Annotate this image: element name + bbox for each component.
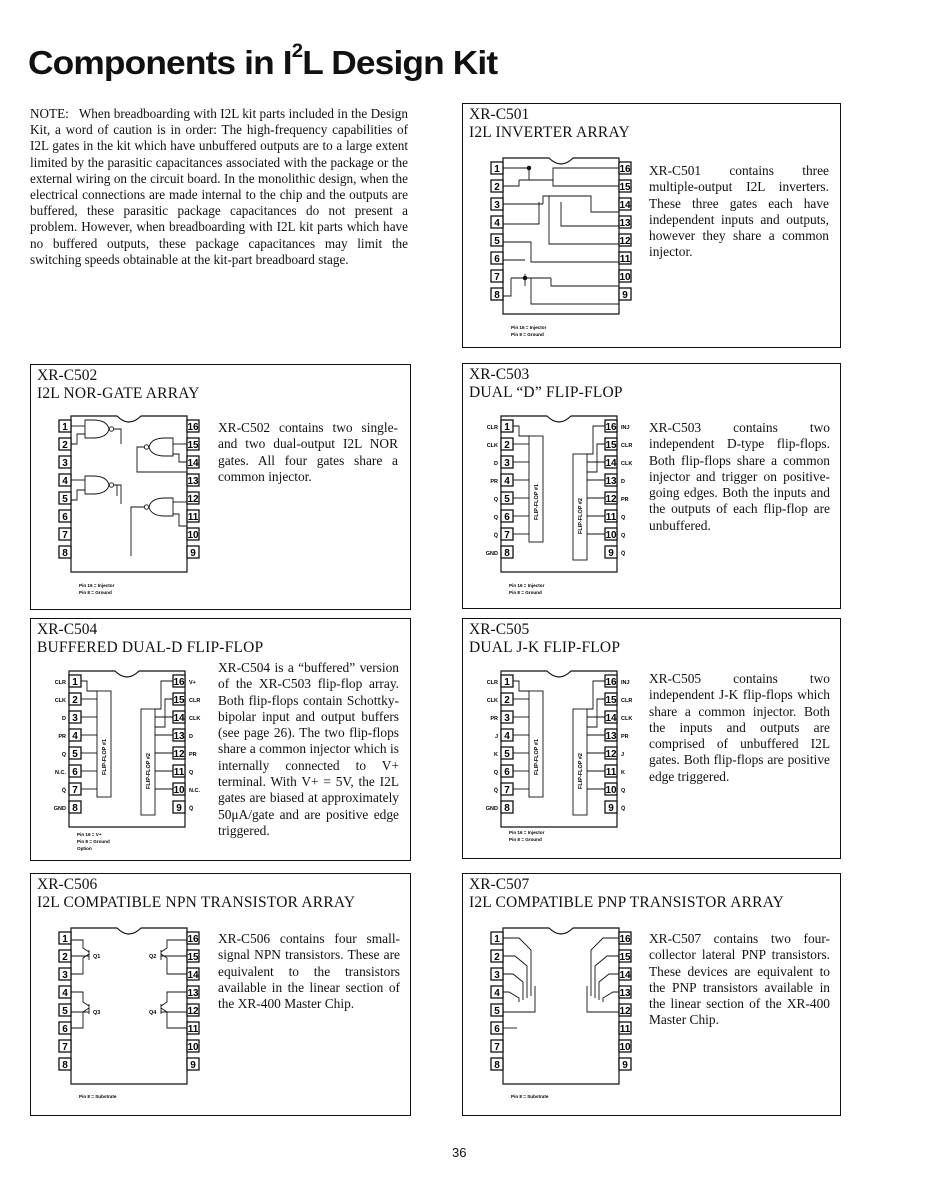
panel-xr-c504 xyxy=(30,618,411,861)
page-number: 36 xyxy=(452,1145,467,1160)
pin-number: 5 xyxy=(494,236,500,247)
pin-number: 10 xyxy=(173,785,185,796)
signal-label: K xyxy=(621,770,625,776)
footnote-1: Pin 8 = Substrate xyxy=(79,1094,117,1099)
footnote-1: Pin 16 = Injector xyxy=(509,583,545,588)
pin-number: 15 xyxy=(187,952,199,963)
footnote-1: Pin 16 = Injector xyxy=(509,830,545,835)
pin-number: 14 xyxy=(619,200,631,211)
signal-label: CLR xyxy=(54,680,66,686)
part-name: I2L INVERTER ARRAY xyxy=(469,124,630,141)
signal-label: D xyxy=(189,734,193,740)
pin-number: 6 xyxy=(62,512,68,523)
pin-number: 5 xyxy=(504,494,510,505)
pin-number: 5 xyxy=(62,494,68,505)
signal-label: CLK xyxy=(486,443,498,449)
pin-number: 2 xyxy=(62,440,68,451)
part-name: BUFFERED DUAL-D FLIP-FLOP xyxy=(37,639,264,656)
pin-number: 3 xyxy=(504,713,510,724)
signal-label: D xyxy=(62,716,66,722)
flip-flop-body xyxy=(54,671,201,827)
signal-label: CLK xyxy=(621,716,633,722)
signal-label: Q̅ xyxy=(621,806,626,812)
signal-label: Q xyxy=(493,515,498,521)
part-name: DUAL “D” FLIP-FLOP xyxy=(469,384,623,401)
pin-number: 4 xyxy=(494,218,500,229)
pin-number: 16 xyxy=(605,422,617,433)
pin-number: 6 xyxy=(62,1024,68,1035)
signal-label: CLR xyxy=(189,698,201,704)
pinout-diagram-c502 xyxy=(59,414,219,604)
footnote-2: Pin 8 = Ground xyxy=(79,590,112,595)
part-name: DUAL J-K FLIP-FLOP xyxy=(469,639,621,656)
pin-number: 7 xyxy=(494,1042,500,1053)
signal-label: INJ xyxy=(621,680,630,686)
signal-label: CLK xyxy=(621,461,633,467)
pin-number: 10 xyxy=(187,530,199,541)
signal-label: Q xyxy=(493,770,498,776)
signal-label: GND xyxy=(485,551,498,557)
footnote-1: Pin 16 = Injector xyxy=(79,583,115,588)
signal-label: CLR xyxy=(621,443,633,449)
note-text: When breadboarding with I2L kit parts included in the Design Kit, a word of caution is in order: The high-frequency capabilities of I2L gates in the kit which have unbuffered outputs are to a large extent limited by the parasitic capacitances associated with the package or the external wiring on the circuit board. In the monolithic design, when the electrical connections are made internal to the chip and the outputs are buffered, these parasitic package capacitances do not present a problem. However, when breadboarding with I2L kit parts which have no buffered outputs, these package capacitances may limit the switching speeds obtainable at the kit-part breadboard stage. xyxy=(30,106,408,267)
part-number: XR-C506 xyxy=(37,876,98,893)
chip-outline xyxy=(501,671,617,827)
transistor-label: Q1 xyxy=(93,954,101,960)
signal-label: PR xyxy=(621,734,629,740)
page-title: Components in $I^2L$ Design Kit xyxy=(28,41,498,81)
pin-number: 3 xyxy=(504,458,510,469)
chip-outline xyxy=(501,416,617,572)
signal-label: CLK xyxy=(189,716,201,722)
chip-outline xyxy=(69,671,185,827)
pinout-diagram-c507 xyxy=(491,926,651,1116)
pin-number: 13 xyxy=(187,476,199,487)
part-number: XR-C507 xyxy=(469,876,530,893)
component-description: XR-C504 is a “buffered” version of the XR-C503 flip-flop array. Both flip-flops contain Schottky-bipolar input and output buffers (see page 26). The two flip-flops share a common injector which is internally connected to V+ terminal. With V+ = 5V, the I2L gates are biased at approximately 50μA/gate and are positive edge triggered. xyxy=(218,660,399,838)
pin-number: 14 xyxy=(187,970,199,981)
pin-number: 13 xyxy=(619,218,631,229)
footnote-1: Pin 16 = V+ xyxy=(77,832,102,837)
pin-number: 10 xyxy=(605,785,617,796)
pin-number: 3 xyxy=(494,970,500,981)
pin-number: 12 xyxy=(619,1006,631,1017)
signal-label: J xyxy=(621,752,625,758)
pin-number: 16 xyxy=(173,677,185,688)
pin-number: 10 xyxy=(619,1042,631,1053)
pin-number: 7 xyxy=(72,785,78,796)
footnote-2: Pin 8 = Ground xyxy=(77,839,110,844)
pin-number: 12 xyxy=(619,236,631,247)
signal-label: CLR xyxy=(486,680,498,686)
pin-number: 2 xyxy=(504,695,510,706)
pin-number: 15 xyxy=(187,440,199,451)
pin-number: 8 xyxy=(62,548,68,559)
pin-number: 11 xyxy=(187,1024,199,1035)
pin-number: 11 xyxy=(605,767,617,778)
pin-number: 6 xyxy=(504,512,510,523)
flip-flop-1-label: FLIP-FLOP #1 xyxy=(102,739,108,775)
signal-label: PR xyxy=(58,734,66,740)
pin-number: 10 xyxy=(619,272,631,283)
pin-number: 16 xyxy=(619,934,631,945)
signal-label: GND xyxy=(485,806,498,812)
component-description: XR-C505 contains two independent J-K flip-flops which share a common injector. Both the inputs and outputs are comprised of unbuffered I2L gates. Both flip-flops are positive edge triggered. xyxy=(649,671,830,784)
panel-xr-c505 xyxy=(462,618,841,859)
footnote-2: Pin 8 = Ground xyxy=(509,590,542,595)
pin-number: 12 xyxy=(173,749,185,760)
transistor-label: Q3 xyxy=(93,1010,101,1016)
pin-number: 1 xyxy=(504,677,510,688)
part-name: I2L COMPATIBLE PNP TRANSISTOR ARRAY xyxy=(469,894,785,911)
pin-number: 15 xyxy=(173,695,185,706)
signal-label: CLR xyxy=(486,425,498,431)
pin-number: 9 xyxy=(176,803,182,814)
pin-number: 3 xyxy=(494,200,500,211)
component-description: XR-C503 contains two independent D-type flip-flops. Both flip-flops share a common injector and trigger on positive-going edges. Both the inputs and the outputs of each flip-flop are unbuffered. xyxy=(649,420,830,533)
pinout-diagram-c505 xyxy=(471,669,651,859)
pin-number: 16 xyxy=(187,422,199,433)
pin-number: 16 xyxy=(605,677,617,688)
signal-label: CLK xyxy=(54,698,66,704)
part-number: XR-C505 xyxy=(469,621,530,638)
pin-number: 2 xyxy=(494,952,500,963)
pin-number: 13 xyxy=(605,731,617,742)
pin-number: 2 xyxy=(504,440,510,451)
pin-number: 9 xyxy=(190,1060,196,1071)
signal-label: Q̅ xyxy=(61,788,66,794)
signal-label: Q xyxy=(61,752,66,758)
pin-number: 14 xyxy=(173,713,185,724)
pinout-diagram-c503 xyxy=(471,414,651,604)
pin-number: 4 xyxy=(62,988,68,999)
pin-number: 8 xyxy=(494,1060,500,1071)
pin-number: 3 xyxy=(62,970,68,981)
pin-number: 16 xyxy=(187,934,199,945)
signal-label: Q xyxy=(621,788,626,794)
pin-number: 11 xyxy=(187,512,199,523)
pin-number: 12 xyxy=(187,494,199,505)
signal-label: Q xyxy=(493,497,498,503)
transistor-label: Q4 xyxy=(149,1010,157,1016)
pin-number: 9 xyxy=(622,290,628,301)
footnote-3: Option xyxy=(77,846,92,851)
pin-number: 12 xyxy=(187,1006,199,1017)
pin-number: 1 xyxy=(494,934,500,945)
pin-number: 15 xyxy=(619,182,631,193)
pin-number: 8 xyxy=(494,290,500,301)
pin-number: 13 xyxy=(619,988,631,999)
pin-number: 6 xyxy=(504,767,510,778)
pin-number: 16 xyxy=(619,164,631,175)
pin-number: 6 xyxy=(494,1024,500,1035)
flip-flop-1-label: FLIP-FLOP #1 xyxy=(534,739,540,775)
panel-xr-c507 xyxy=(462,873,841,1116)
pin-number: 6 xyxy=(494,254,500,265)
pin-number: 12 xyxy=(605,749,617,760)
footnote-2: Pin 8 = Ground xyxy=(511,332,544,337)
part-number: XR-C501 xyxy=(469,106,530,123)
signal-label: V+ xyxy=(189,680,196,686)
pin-number: 8 xyxy=(504,548,510,559)
pin-number: 10 xyxy=(605,530,617,541)
pin-number: 1 xyxy=(72,677,78,688)
pin-number: 3 xyxy=(62,458,68,469)
pin-number: 7 xyxy=(62,530,68,541)
pin-number: 8 xyxy=(72,803,78,814)
pin-number: 5 xyxy=(504,749,510,760)
pin-number: 9 xyxy=(608,548,614,559)
pin-number: 5 xyxy=(72,749,78,760)
flip-flop-1-label: FLIP-FLOP #1 xyxy=(534,484,540,520)
panel-xr-c501 xyxy=(462,103,841,348)
pin-number: 12 xyxy=(605,494,617,505)
signal-label: Q̅ xyxy=(621,551,626,557)
part-name: I2L COMPATIBLE NPN TRANSISTOR ARRAY xyxy=(37,894,356,911)
signal-label: N.C. xyxy=(55,770,66,776)
signal-label: Q xyxy=(621,533,626,539)
chip-outline xyxy=(503,158,619,314)
flip-flop-2-label: FLIP-FLOP #2 xyxy=(146,753,152,789)
signal-label: Q̅ xyxy=(493,788,498,794)
pin-number: 7 xyxy=(494,272,500,283)
pin-number: 1 xyxy=(62,422,68,433)
pin-number: 9 xyxy=(190,548,196,559)
pin-number: 14 xyxy=(605,458,617,469)
pin-number: 13 xyxy=(173,731,185,742)
signal-label: N.C. xyxy=(189,788,200,794)
signal-label: Q xyxy=(189,770,194,776)
signal-label: K xyxy=(494,752,498,758)
part-number: XR-C503 xyxy=(469,366,530,383)
footnote-2: Pin 8 = Ground xyxy=(509,837,542,842)
pin-number: 9 xyxy=(622,1060,628,1071)
pin-number: 11 xyxy=(605,512,617,523)
pin-number: 14 xyxy=(605,713,617,724)
pin-number: 13 xyxy=(187,988,199,999)
signal-label: PR xyxy=(621,497,629,503)
signal-label: PR xyxy=(490,479,498,485)
component-description: XR-C506 contains four small-signal NPN transistors. These are equivalent to the transistors available in the linear section of the XR-400 Master Chip. xyxy=(218,931,400,1012)
signal-label: CLK xyxy=(486,698,498,704)
pin-number: 9 xyxy=(608,803,614,814)
pin-number: 10 xyxy=(187,1042,199,1053)
flip-flop-2-label: FLIP-FLOP #2 xyxy=(578,498,584,534)
pin-number: 8 xyxy=(504,803,510,814)
component-description: XR-C507 contains two four-collector lateral PNP transistors. These devices are equivalent to the PNP transistors available in the linear section of the XR-400 Master Chip. xyxy=(649,931,830,1028)
pin-number: 4 xyxy=(494,988,500,999)
pin-number: 7 xyxy=(504,530,510,541)
signal-label: J xyxy=(494,734,498,740)
footnote-1: Pin 16 = Injector xyxy=(511,325,547,330)
signal-label: GND xyxy=(53,806,66,812)
pin-number: 5 xyxy=(494,1006,500,1017)
flip-flop-body xyxy=(486,671,633,827)
pin-number: 4 xyxy=(504,731,510,742)
part-number: XR-C504 xyxy=(37,621,98,638)
pin-number: 4 xyxy=(72,731,78,742)
component-description: XR-C501 contains three multiple-output I2L inverters. These three gates each have independent inputs and outputs, however they share a common injector. xyxy=(649,163,829,260)
pin-number: 1 xyxy=(504,422,510,433)
pin-number: 11 xyxy=(173,767,185,778)
pin-number: 4 xyxy=(504,476,510,487)
pinout-diagram-c501 xyxy=(491,156,651,346)
pin-number: 15 xyxy=(619,952,631,963)
pin-number: 6 xyxy=(72,767,78,778)
pin-number: 1 xyxy=(62,934,68,945)
panel-xr-c506 xyxy=(30,873,411,1116)
pin-number: 2 xyxy=(62,952,68,963)
signal-label: CLR xyxy=(621,698,633,704)
chip-outline xyxy=(503,928,619,1084)
signal-label: Q xyxy=(621,515,626,521)
pin-number: 11 xyxy=(619,254,631,265)
pin-number: 4 xyxy=(62,476,68,487)
part-name: I2L NOR-GATE ARRAY xyxy=(37,385,200,402)
signal-label: D xyxy=(621,479,625,485)
component-description: XR-C502 contains two single- and two dual-output I2L NOR gates. All four gates share a common injector. xyxy=(218,420,398,484)
pin-number: 7 xyxy=(62,1042,68,1053)
pin-number: 13 xyxy=(605,476,617,487)
signal-label: PR xyxy=(189,752,197,758)
pin-number: 15 xyxy=(605,695,617,706)
signal-label: INJ xyxy=(621,425,630,431)
flip-flop-2-label: FLIP-FLOP #2 xyxy=(578,753,584,789)
pinout-diagram-c506 xyxy=(59,926,219,1116)
flip-flop-body xyxy=(486,416,633,572)
signal-label: Q̅ xyxy=(189,806,194,812)
signal-label: Q̅ xyxy=(493,533,498,539)
part-number: XR-C502 xyxy=(37,367,98,384)
pin-number: 3 xyxy=(72,713,78,724)
pin-number: 8 xyxy=(62,1060,68,1071)
pin-number: 5 xyxy=(62,1006,68,1017)
panel-xr-c503 xyxy=(462,363,841,609)
pin-number: 2 xyxy=(494,182,500,193)
signal-label: PR xyxy=(490,716,498,722)
pin-number: 14 xyxy=(619,970,631,981)
pin-number: 11 xyxy=(619,1024,631,1035)
pin-number: 15 xyxy=(605,440,617,451)
pinout-diagram-c504 xyxy=(39,669,219,859)
footnote-1: Pin 8 = Substrate xyxy=(511,1094,549,1099)
transistor-label: Q2 xyxy=(149,954,157,960)
pin-number: 2 xyxy=(72,695,78,706)
panel-xr-c502 xyxy=(30,364,411,610)
signal-label: D xyxy=(494,461,498,467)
pin-number: 7 xyxy=(504,785,510,796)
note-paragraph xyxy=(30,106,408,268)
note-label: NOTE: xyxy=(30,106,69,121)
pin-number: 14 xyxy=(187,458,199,469)
pin-number: 1 xyxy=(494,164,500,175)
